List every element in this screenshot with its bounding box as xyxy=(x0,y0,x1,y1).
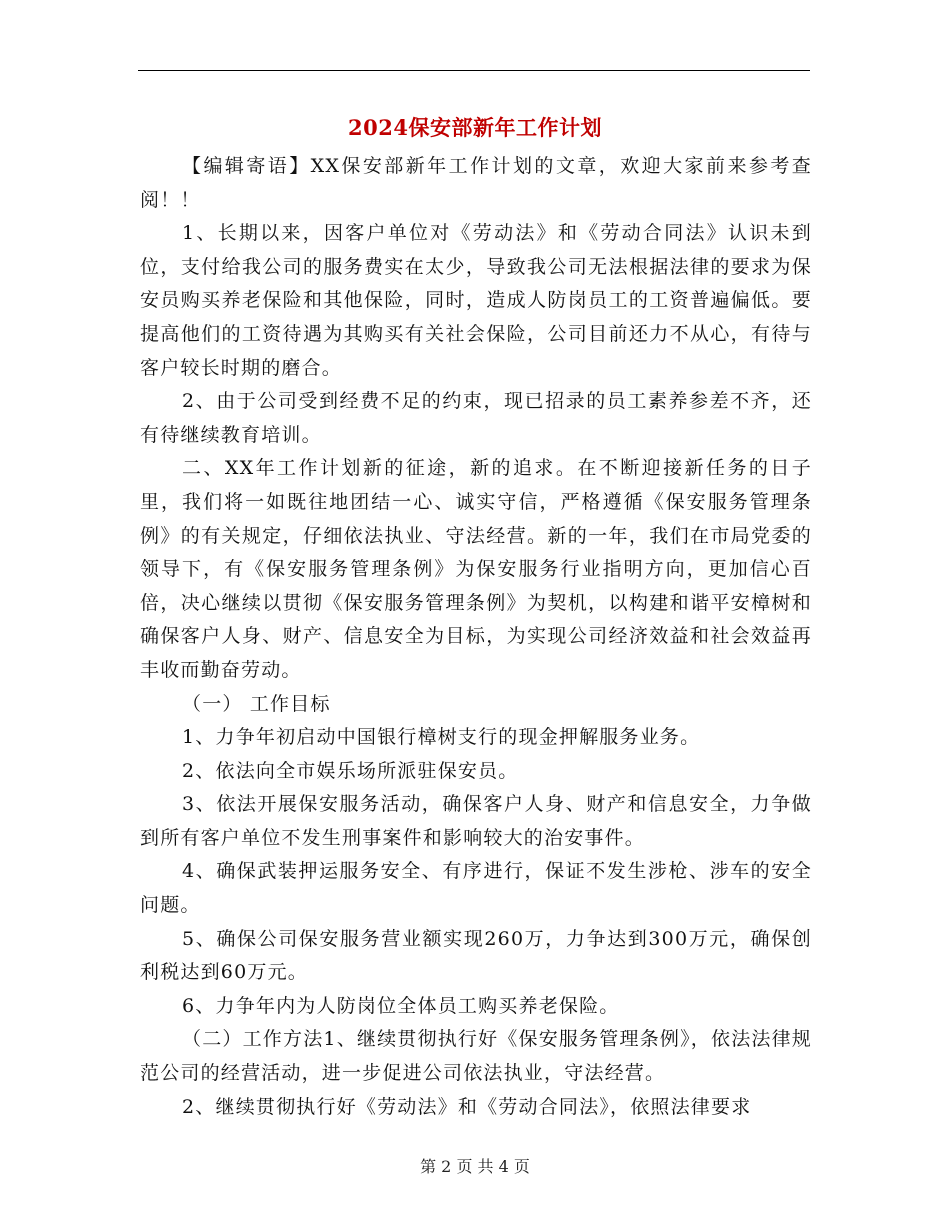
editor-note-paragraph: 【编辑寄语】XX保安部新年工作计划的文章，欢迎大家前来参考查阅！！ xyxy=(140,155,812,211)
list-item: 5、确保公司保安服务营业额实现260万，力争达到300万元，确保创利税达到60万元。 xyxy=(140,927,812,984)
list-item: 6、力争年内为人防岗位全体员工购买养老保险。 xyxy=(182,994,620,1017)
body-paragraph: 1、长期以来，因客户单位对《劳动法》和《劳动合同法》认识未到位，支付给我公司的服务费实在太少，导致我公司无法根据法律的要求为保安员购买养老保险和其他保险，同时，造成人防岗员工的工资普遍偏低。要提高他们的工资待遇为其购买有关社会保险，公司目前还力不从心，有待与客户较长时期的磨合。 xyxy=(140,222,812,379)
body-paragraph: （二）工作方法1、继续贯彻执行好《保安服务管理条例》，依法法律规范公司的经营活动，进一步促进公司依法执业，守法经营。 xyxy=(140,1028,812,1085)
body-paragraph: 2、由于公司受到经费不足的约束，现已招录的员工素养参差不齐，还有待继续教育培训。 xyxy=(140,390,812,446)
list-item: 3、依法开展保安服务活动，确保客户人身、财产和信息安全，力争做到所有客户单位不发生刑事案件和影响较大的治安事件。 xyxy=(140,793,812,849)
document-body xyxy=(140,150,812,1124)
header-rule xyxy=(138,70,810,71)
body-paragraph: 二、XX年工作计划新的征途，新的追求。在不断迎接新任务的日子里，我们将一如既往地团结一心、诚实守信，严格遵循《保安服务管理条例》的有关规定，仔细依法执业、守法经营。新的一年，我们在市局党委的领导下，有《保安服务管理条例》为保安服务行业指明方向，更加信心百倍，决心继续以贯彻《保安服务管理条例》为契机，以构建和谐平安樟树和确保客户人身、财产、信息安全为目标，为实现公司经济效益和社会效益再丰收而勤奋劳动。 xyxy=(140,457,812,681)
list-item: 1、力争年初启动中国银行樟树支行的现金押解服务业务。 xyxy=(182,726,701,749)
body-paragraph: 2、继续贯彻执行好《劳动法》和《劳动合同法》，依照法律要求 xyxy=(182,1095,752,1118)
list-item: 4、确保武装押运服务安全、有序进行，保证不发生涉枪、涉车的安全问题。 xyxy=(140,860,812,917)
document-title: 2024保安部新年工作计划 xyxy=(348,115,602,140)
page-number: 第 2 页 共 4 页 xyxy=(420,1157,530,1176)
section-heading: （一） 工作目标 xyxy=(182,692,331,715)
list-item: 2、依法向全市娱乐场所派驻保安员。 xyxy=(182,759,519,782)
